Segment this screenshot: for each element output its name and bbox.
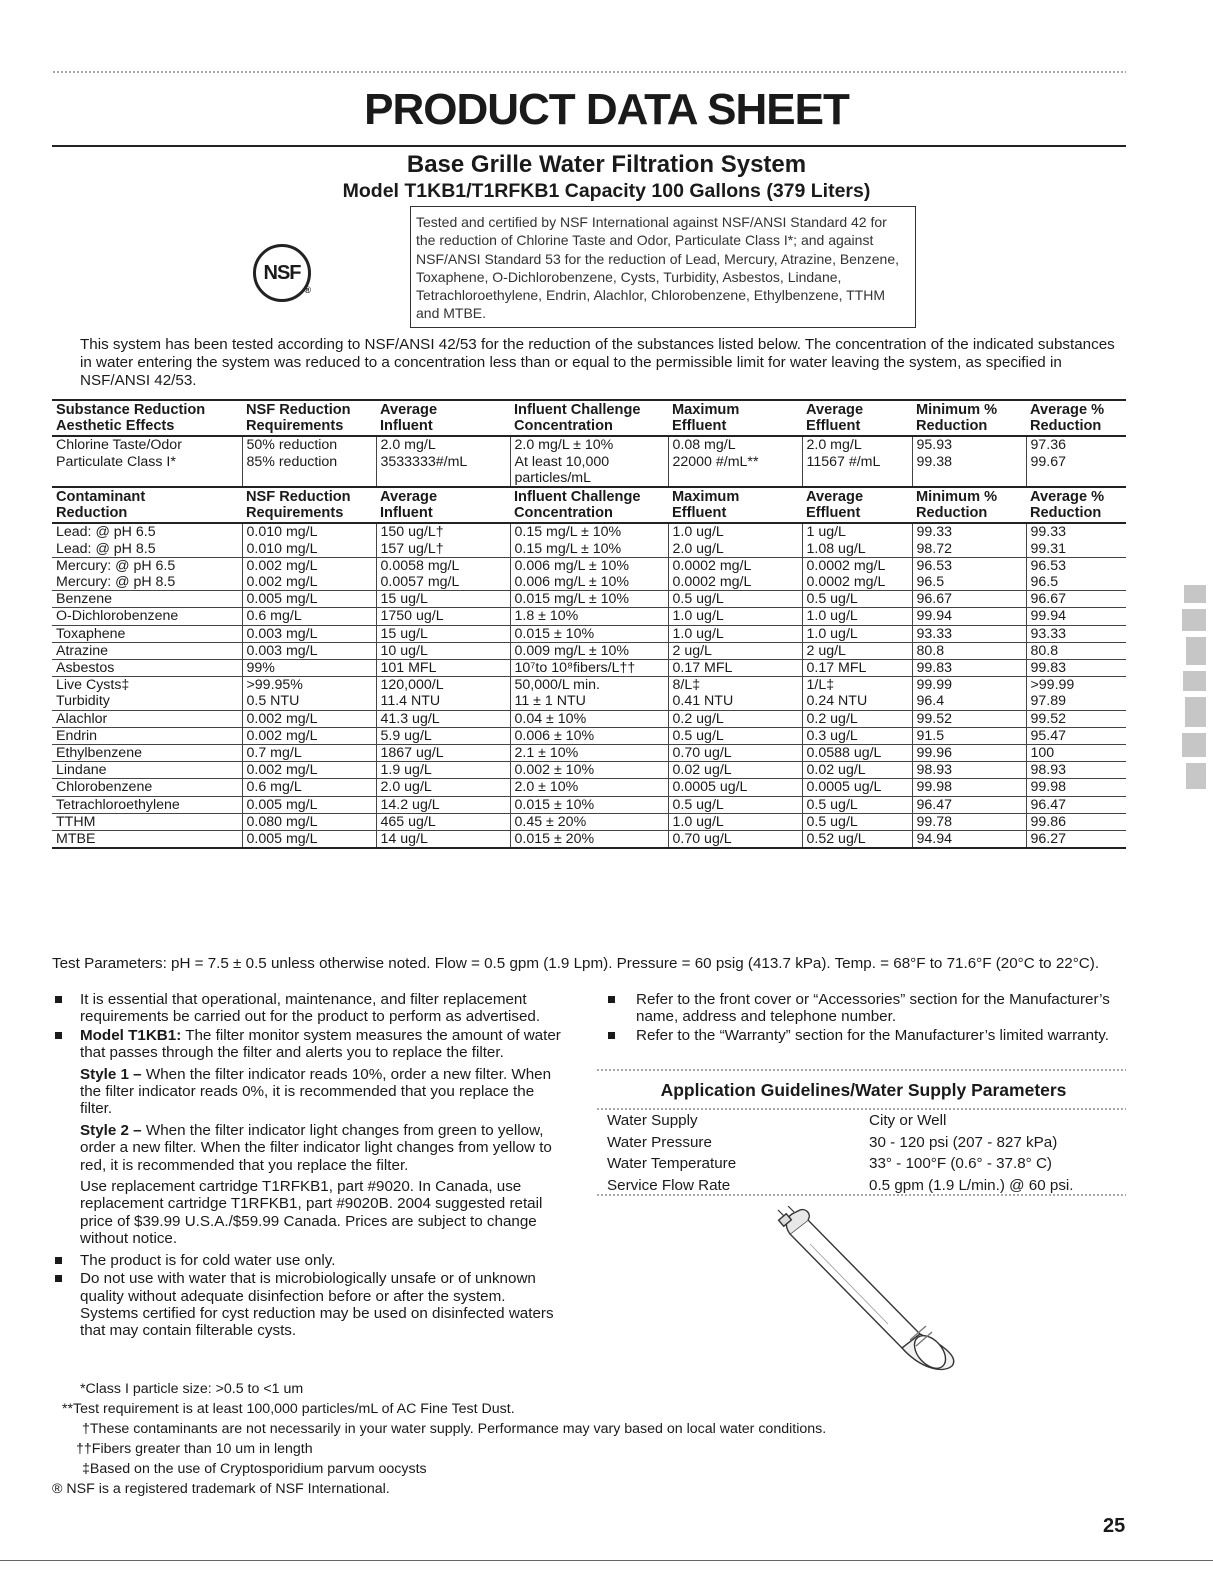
table-cell: 0.45 ± 20% bbox=[510, 813, 668, 830]
table-cell: 0.5 ug/L bbox=[668, 796, 802, 813]
table-row bbox=[52, 523, 1126, 557]
table-cell: 93.33 bbox=[912, 625, 1026, 642]
bullet-accessories bbox=[596, 991, 1116, 1026]
table-cell: 2.1 ± 10% bbox=[510, 745, 668, 762]
application-value: 0.5 gpm (1.9 L/min.) @ 60 psi. bbox=[869, 1176, 1074, 1194]
footnote: ® NSF is a registered trademark of NSF International. bbox=[52, 1481, 390, 1497]
table-cell: 99.83 bbox=[1026, 660, 1126, 677]
table-header-cell: Average % Reduction bbox=[1026, 487, 1126, 523]
application-value: 33° - 100°F (0.6° - 37.8° C) bbox=[869, 1155, 1052, 1172]
table-cell: 0.0058 mg/L 0.0057 mg/L bbox=[376, 557, 510, 590]
table-cell: 99.33 99.31 bbox=[1026, 523, 1126, 557]
table-cell: 1.0 ug/L bbox=[668, 625, 802, 642]
table-cell: 0.015 ± 10% bbox=[510, 796, 668, 813]
table-cell: 0.17 MFL bbox=[668, 660, 802, 677]
table-cell: 14.2 ug/L bbox=[376, 796, 510, 813]
table-cell: 0.003 mg/L bbox=[242, 642, 376, 659]
table-cell: Benzene bbox=[52, 591, 242, 608]
table-header-cell: Substance Reduction Aesthetic Effects bbox=[52, 400, 242, 436]
bullet-warranty bbox=[596, 1027, 1116, 1044]
table-cell: 465 ug/L bbox=[376, 813, 510, 830]
table-row bbox=[52, 710, 1126, 727]
table-cell: >99.99 97.89 bbox=[1026, 677, 1126, 710]
table-cell: 96.47 bbox=[912, 796, 1026, 813]
table-cell: 0.010 mg/L 0.010 mg/L bbox=[242, 523, 376, 557]
style1-paragraph bbox=[52, 1066, 567, 1118]
table-cell: 0.52 ug/L bbox=[802, 831, 912, 849]
table-cell: 96.27 bbox=[1026, 831, 1126, 849]
table-cell: 0.0005 ug/L bbox=[668, 779, 802, 796]
application-row bbox=[607, 1110, 1127, 1132]
table-cell: Alachlor bbox=[52, 710, 242, 727]
table-header-cell: Average Influent bbox=[376, 400, 510, 436]
table-cell: 0.080 mg/L bbox=[242, 813, 376, 830]
table-cell: 0.005 mg/L bbox=[242, 796, 376, 813]
table-cell: 96.67 bbox=[912, 591, 1026, 608]
table-cell: 50,000/L min. 11 ± 1 NTU bbox=[510, 677, 668, 710]
table-cell: 94.94 bbox=[912, 831, 1026, 849]
table-cell: 5.9 ug/L bbox=[376, 727, 510, 744]
table-cell: 1867 ug/L bbox=[376, 745, 510, 762]
table-cell: 0.002 mg/L bbox=[242, 727, 376, 744]
table-cell: 98.93 bbox=[912, 762, 1026, 779]
table-cell: 2.0 mg/L 11567 #/mL bbox=[802, 436, 912, 487]
application-value: City or Well bbox=[869, 1112, 947, 1129]
table-header-cell: Contaminant Reduction bbox=[52, 487, 242, 523]
table-cell: 0.006 ± 10% bbox=[510, 727, 668, 744]
left-column bbox=[52, 991, 567, 1341]
substance-reduction-table bbox=[52, 399, 1126, 849]
table-cell: 1.0 ug/L bbox=[802, 608, 912, 625]
table-cell: 99.99 96.4 bbox=[912, 677, 1026, 710]
table-cell: 96.47 bbox=[1026, 796, 1126, 813]
table-cell: 0.0002 mg/L 0.0002 mg/L bbox=[668, 557, 802, 590]
bullet-text: The filter monitor system measures the amount of water that passes through the filter and alerts you to replace the filter. bbox=[80, 1026, 561, 1062]
table-cell: 96.53 96.5 bbox=[1026, 557, 1126, 590]
bullet-text: Refer to the front cover or “Accessories” section for the Manufacturer’s name, address and telephone number. bbox=[636, 991, 1110, 1026]
table-cell: 8/L‡ 0.41 NTU bbox=[668, 677, 802, 710]
table-cell: 99.78 bbox=[912, 813, 1026, 830]
page-title: PRODUCT DATA SHEET bbox=[364, 85, 849, 134]
table-cell: 99.83 bbox=[912, 660, 1026, 677]
table-cell: 98.93 bbox=[1026, 762, 1126, 779]
application-guidelines-title: Application Guidelines/Water Supply Parameters bbox=[660, 1080, 1067, 1100]
nsf-logo-reg: ® bbox=[304, 285, 311, 295]
footnotes bbox=[52, 1379, 1142, 1499]
bullet-microbiological bbox=[52, 1270, 567, 1340]
table-cell: 0.7 mg/L bbox=[242, 745, 376, 762]
table-cell: 0.2 ug/L bbox=[802, 710, 912, 727]
bullet-text: Do not use with water that is microbiologically unsafe or of unknown quality without adequate disinfection before or after the system. Systems certified for cyst reduction may be used on disinfected waters that may contain filterable cysts. bbox=[80, 1270, 554, 1340]
bullet-square-icon bbox=[608, 1032, 615, 1039]
table-cell: 0.002 mg/L bbox=[242, 710, 376, 727]
style2-paragraph bbox=[52, 1122, 567, 1174]
table-header-cell: Influent Challenge Concentration bbox=[510, 487, 668, 523]
table-row bbox=[52, 779, 1126, 796]
table-cell: Chlorine Taste/Odor Particulate Class I* bbox=[52, 436, 242, 487]
table-row bbox=[52, 677, 1126, 710]
nsf-logo-icon bbox=[253, 244, 311, 302]
table-cell: 50% reduction 85% reduction bbox=[242, 436, 376, 487]
footnote: ††Fibers greater than 10 um in length bbox=[76, 1441, 313, 1457]
table-cell: 99.52 bbox=[912, 710, 1026, 727]
style2-label: Style 2 – bbox=[80, 1121, 142, 1139]
table-cell: 0.002 mg/L bbox=[242, 762, 376, 779]
table-cell: Ethylbenzene bbox=[52, 745, 242, 762]
table-cell: 1.9 ug/L bbox=[376, 762, 510, 779]
table-cell: 0.6 mg/L bbox=[242, 608, 376, 625]
table-cell: 15 ug/L bbox=[376, 625, 510, 642]
intro-paragraph: This system has been tested according to NSF/ANSI 42/53 for the reduction of the substances listed below. The concentration of the indicated substances in water entering the system was reduced to a concentration less than or equal to the permissible limit for water leaving the system, as specified in NSF/ANSI 42/53. bbox=[80, 336, 1115, 389]
bullet-text: Refer to the “Warranty” section for the Manufacturer’s limited warranty. bbox=[636, 1026, 1109, 1044]
bullet-square-icon bbox=[55, 1257, 62, 1264]
table-row bbox=[52, 813, 1126, 830]
application-row bbox=[607, 1153, 1127, 1175]
table-cell: 2.0 mg/L 3533333#/mL bbox=[376, 436, 510, 487]
bullet-cold-water bbox=[52, 1252, 567, 1269]
table-row bbox=[52, 642, 1126, 659]
bullet-square-icon bbox=[608, 996, 615, 1003]
table-cell: 2 ug/L bbox=[802, 642, 912, 659]
table-cell: 120,000/L 11.4 NTU bbox=[376, 677, 510, 710]
app-bottom-dotted-rule bbox=[596, 1193, 1126, 1197]
table-cell: >99.95% 0.5 NTU bbox=[242, 677, 376, 710]
table-cell: 2.0 ± 10% bbox=[510, 779, 668, 796]
table-cell: Atrazine bbox=[52, 642, 242, 659]
table-cell: 0.3 ug/L bbox=[802, 727, 912, 744]
table-cell: Lindane bbox=[52, 762, 242, 779]
table-row bbox=[52, 436, 1126, 487]
style1-label: Style 1 – bbox=[80, 1065, 142, 1083]
table-header-cell: Maximum Effluent bbox=[668, 487, 802, 523]
table-row bbox=[52, 745, 1126, 762]
footnote: **Test requirement is at least 100,000 particles/mL of AC Fine Test Dust. bbox=[62, 1401, 515, 1417]
table-cell: 0.003 mg/L bbox=[242, 625, 376, 642]
table-cell: 0.015 mg/L ± 10% bbox=[510, 591, 668, 608]
table-cell: 0.02 ug/L bbox=[802, 762, 912, 779]
footnote: ‡Based on the use of Cryptosporidium parvum oocysts bbox=[82, 1461, 427, 1477]
table-cell: 99.98 bbox=[912, 779, 1026, 796]
table-cell: 96.53 96.5 bbox=[912, 557, 1026, 590]
table-header-cell: NSF Reduction Requirements bbox=[242, 487, 376, 523]
app-top-dotted-rule bbox=[596, 1068, 1126, 1072]
table-cell: 0.2 ug/L bbox=[668, 710, 802, 727]
table-cell: 1.8 ± 10% bbox=[510, 608, 668, 625]
table-cell: 0.006 mg/L ± 10% 0.006 mg/L ± 10% bbox=[510, 557, 668, 590]
table-cell: 0.17 MFL bbox=[802, 660, 912, 677]
table-cell: Tetrachloroethylene bbox=[52, 796, 242, 813]
table-row bbox=[52, 557, 1126, 590]
table-header-cell: Average Effluent bbox=[802, 400, 912, 436]
table-cell: Asbestos bbox=[52, 660, 242, 677]
table-row bbox=[52, 625, 1126, 642]
table-cell: 1/L‡ 0.24 NTU bbox=[802, 677, 912, 710]
application-key: Service Flow Rate bbox=[607, 1176, 731, 1194]
model-label: Model T1KB1: bbox=[80, 1026, 182, 1044]
table-cell: 80.8 bbox=[1026, 642, 1126, 659]
table-header-cell: NSF Reduction Requirements bbox=[242, 400, 376, 436]
table-row bbox=[52, 762, 1126, 779]
table-cell: 99.98 bbox=[1026, 779, 1126, 796]
application-row bbox=[607, 1132, 1127, 1154]
right-column bbox=[596, 991, 1116, 1045]
table-cell: Lead: @ pH 6.5 Lead: @ pH 8.5 bbox=[52, 523, 242, 557]
page-number: 25 bbox=[1103, 1515, 1126, 1537]
table-cell: Mercury: @ pH 6.5 Mercury: @ pH 8.5 bbox=[52, 557, 242, 590]
table-cell: Toxaphene bbox=[52, 625, 242, 642]
application-key: Water Temperature bbox=[607, 1155, 737, 1172]
table-header-cell: Average Influent bbox=[376, 487, 510, 523]
replacement-paragraph: Use replacement cartridge T1RFKB1, part #9020. In Canada, use replacement cartridge T1RFKB1, part #9020B. 2004 suggested retail price of $39.99 U.S.A./$59.99 Canada. Prices are subject to change without notice. bbox=[80, 1178, 543, 1248]
table-cell: 0.70 ug/L bbox=[668, 831, 802, 849]
product-subtitle: Base Grille Water Filtration System bbox=[406, 151, 807, 178]
table-cell: 0.005 mg/L bbox=[242, 831, 376, 849]
style2-text: When the filter indicator light changes from green to yellow, order a new filter. When the filter indicator light changes from yellow to red, it is recommended that you replace the filter. bbox=[80, 1121, 552, 1174]
table-cell: 1.0 ug/L bbox=[668, 608, 802, 625]
table-header-cell: Maximum Effluent bbox=[668, 400, 802, 436]
application-key: Water Supply bbox=[607, 1112, 698, 1129]
table-cell: 99.94 bbox=[1026, 608, 1126, 625]
table-cell: 14 ug/L bbox=[376, 831, 510, 849]
table-cell: 0.5 ug/L bbox=[802, 796, 912, 813]
table-cell: 1.0 ug/L 2.0 ug/L bbox=[668, 523, 802, 557]
bullet-model bbox=[52, 1027, 567, 1062]
test-parameters: Test Parameters: pH = 7.5 ± 0.5 unless otherwise noted. Flow = 0.5 gpm (1.9 Lpm). Pressure = 60 psig (413.7 kPa). Temp. = 68°F to 71.6°F (20°C to 22°C). bbox=[52, 955, 1100, 972]
certification-box: Tested and certified by NSF International against NSF/ANSI Standard 42 for the reduction of Chlorine Taste and Odor, Particulate Class I*; and against NSF/ANSI Standard 53 for the reduction of Lead, Mercury, Atrazine, Benzene, Toxaphene, O-Dichlorobenzene, Cysts, Turbidity, Asbestos, Lindane, Tetrachloroethylene, Endrin, Alachlor, Chlorobenzene, Ethylbenzene, TTHM and MTBE. bbox=[410, 206, 916, 328]
table-cell: 101 MFL bbox=[376, 660, 510, 677]
table-header-row bbox=[52, 400, 1126, 436]
table-header-row bbox=[52, 487, 1126, 523]
table-cell: 41.3 ug/L bbox=[376, 710, 510, 727]
table-header-cell: Minimum % Reduction bbox=[912, 487, 1026, 523]
table-cell: 0.009 mg/L ± 10% bbox=[510, 642, 668, 659]
bullet-text: It is essential that operational, maintenance, and filter replacement requirements be carried out for the product to perform as advertised. bbox=[80, 991, 541, 1026]
filter-cartridge-icon bbox=[770, 1206, 970, 1371]
table-cell: 80.8 bbox=[912, 642, 1026, 659]
table-cell: 0.005 mg/L bbox=[242, 591, 376, 608]
application-key: Water Pressure bbox=[607, 1133, 712, 1151]
table-header-cell: Average Effluent bbox=[802, 487, 912, 523]
footnote: *Class I particle size: >0.5 to <1 um bbox=[80, 1381, 304, 1397]
table-cell: 99.33 98.72 bbox=[912, 523, 1026, 557]
application-value: 30 - 120 psi (207 - 827 kPa) bbox=[869, 1133, 1058, 1151]
table-cell: 150 ug/L† 157 ug/L† bbox=[376, 523, 510, 557]
scan-artifact-icon bbox=[1180, 585, 1210, 790]
table-cell: 0.04 ± 10% bbox=[510, 710, 668, 727]
table-cell: 100 bbox=[1026, 745, 1126, 762]
top-dotted-rule bbox=[52, 70, 1126, 74]
bullet-square-icon bbox=[55, 1275, 62, 1282]
table-cell: 2 ug/L bbox=[668, 642, 802, 659]
table-cell: 97.36 99.67 bbox=[1026, 436, 1126, 487]
table-cell: 95.93 99.38 bbox=[912, 436, 1026, 487]
table-cell: 99.52 bbox=[1026, 710, 1126, 727]
table-cell: 0.002 ± 10% bbox=[510, 762, 668, 779]
bullet-maintenance bbox=[52, 991, 567, 1026]
table-cell: 0.0002 mg/L 0.0002 mg/L bbox=[802, 557, 912, 590]
table-cell: 99.86 bbox=[1026, 813, 1126, 830]
table-cell: 0.5 ug/L bbox=[668, 727, 802, 744]
table-cell: 2.0 mg/L ± 10% At least 10,000 particles/mL bbox=[510, 436, 668, 487]
table-cell: O-Dichlorobenzene bbox=[52, 608, 242, 625]
bottom-rule bbox=[0, 1560, 1213, 1561]
table-cell: 1 ug/L 1.08 ug/L bbox=[802, 523, 912, 557]
bullet-square-icon bbox=[55, 996, 62, 1003]
table-row bbox=[52, 796, 1126, 813]
table-header-cell: Influent Challenge Concentration bbox=[510, 400, 668, 436]
table-cell: 0.0005 ug/L bbox=[802, 779, 912, 796]
table-cell: Endrin bbox=[52, 727, 242, 744]
table-row bbox=[52, 608, 1126, 625]
table-cell: Chlorobenzene bbox=[52, 779, 242, 796]
table-cell: 91.5 bbox=[912, 727, 1026, 744]
table-cell: 0.5 ug/L bbox=[802, 591, 912, 608]
table-cell: 1750 ug/L bbox=[376, 608, 510, 625]
table-cell: 93.33 bbox=[1026, 625, 1126, 642]
table-cell: 96.67 bbox=[1026, 591, 1126, 608]
table-cell: 0.6 mg/L bbox=[242, 779, 376, 796]
table-cell: 10⁷to 10⁸fibers/L†† bbox=[510, 660, 668, 677]
table-header-cell: Minimum % Reduction bbox=[912, 400, 1026, 436]
application-guidelines-table bbox=[607, 1110, 1127, 1196]
table-cell: 0.08 mg/L 22000 #/mL** bbox=[668, 436, 802, 487]
table-cell: 99.94 bbox=[912, 608, 1026, 625]
table-cell: 0.70 ug/L bbox=[668, 745, 802, 762]
table-cell: 0.015 ± 10% bbox=[510, 625, 668, 642]
table-cell: 10 ug/L bbox=[376, 642, 510, 659]
table-cell: 0.0588 ug/L bbox=[802, 745, 912, 762]
style1-text: When the filter indicator reads 10%, order a new filter. When the filter indicator reads 0%, it is recommended that you replace the filter. bbox=[80, 1065, 552, 1118]
table-cell: 2.0 ug/L bbox=[376, 779, 510, 796]
table-cell: 0.5 ug/L bbox=[802, 813, 912, 830]
model-line: Model T1KB1/T1RFKB1 Capacity 100 Gallons (379 Liters) bbox=[342, 180, 871, 202]
table-cell: 15 ug/L bbox=[376, 591, 510, 608]
table-cell: 99.96 bbox=[912, 745, 1026, 762]
table-cell: 0.02 ug/L bbox=[668, 762, 802, 779]
bullet-square-icon bbox=[55, 1032, 62, 1039]
table-cell: 0.015 ± 20% bbox=[510, 831, 668, 849]
table-cell: 1.0 ug/L bbox=[668, 813, 802, 830]
table-cell: 0.15 mg/L ± 10% 0.15 mg/L ± 10% bbox=[510, 523, 668, 557]
table-cell: Live Cysts‡ Turbidity bbox=[52, 677, 242, 710]
table-cell: MTBE bbox=[52, 831, 242, 849]
table-cell: 95.47 bbox=[1026, 727, 1126, 744]
bullet-text: The product is for cold water use only. bbox=[80, 1251, 336, 1269]
footnote: †These contaminants are not necessarily in your water supply. Performance may vary based on local water conditions. bbox=[82, 1421, 827, 1437]
table-row bbox=[52, 727, 1126, 744]
table-row bbox=[52, 591, 1126, 608]
nsf-logo-text: NSF bbox=[263, 262, 301, 284]
table-row bbox=[52, 660, 1126, 677]
title-rule bbox=[52, 145, 1126, 147]
table-cell: 0.002 mg/L 0.002 mg/L bbox=[242, 557, 376, 590]
table-cell: 1.0 ug/L bbox=[802, 625, 912, 642]
table-cell: 99% bbox=[242, 660, 376, 677]
table-header-cell: Average % Reduction bbox=[1026, 400, 1126, 436]
table-cell: 0.5 ug/L bbox=[668, 591, 802, 608]
table-row bbox=[52, 831, 1126, 849]
table-cell: TTHM bbox=[52, 813, 242, 830]
